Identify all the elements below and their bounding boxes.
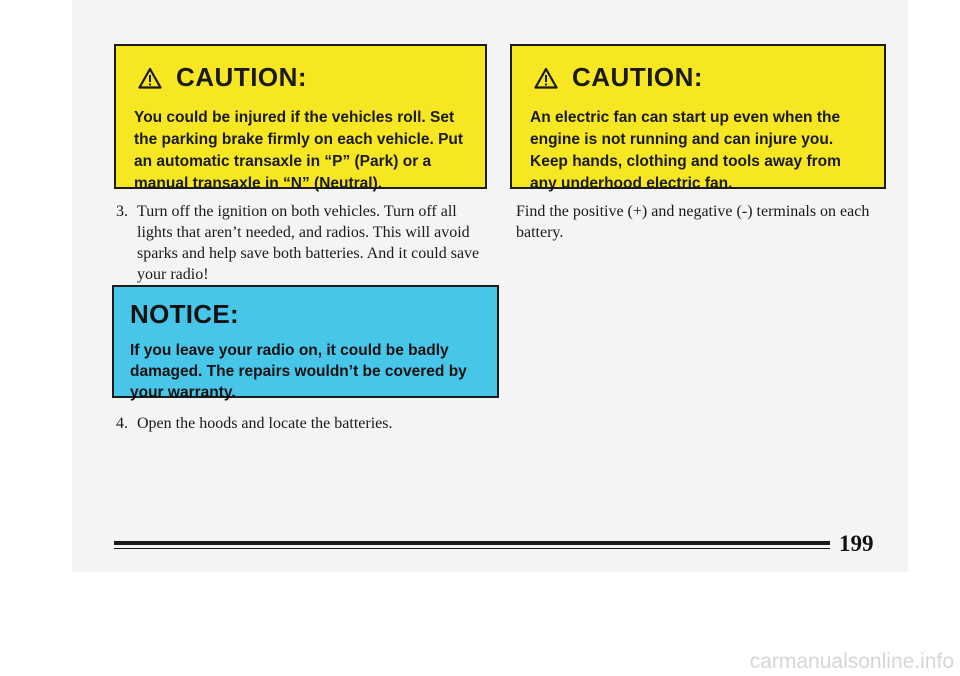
caution-body-text: You could be injured if the vehicles roll. Set the parking brake firmly on each vehicle. Put an automatic transaxle in “P” (Park) or a manual transaxle in “N” (Neutral). — [134, 109, 464, 192]
notice-title: NOTICE: — [130, 299, 239, 329]
terminals-paragraph: Find the positive (+) and negative (-) terminals on each battery. — [516, 203, 870, 241]
step-3 — [116, 201, 492, 285]
warning-triangle-icon — [534, 67, 558, 89]
notice-box-radio — [112, 285, 499, 401]
footer-rule — [114, 541, 830, 545]
step-number: 4. — [116, 415, 128, 432]
step-number: 3. — [116, 203, 128, 220]
footer-rule-thin — [114, 548, 830, 549]
warning-triangle-icon — [138, 67, 162, 89]
caution-title-text: CAUTION: — [176, 62, 308, 92]
step-text: Open the hoods and locate the batteries. — [137, 415, 393, 432]
caution-title — [530, 62, 866, 93]
caution-title-text: CAUTION: — [572, 62, 704, 92]
caution-box-rollaway — [114, 44, 487, 192]
notice-body-text: If you leave your radio on, it could be badly damaged. The repairs wouldn’t be covered by your warranty. — [130, 342, 467, 401]
caution-body-text: An electric fan can start up even when the engine is not running and can injure you. Keep hands, clothing and tools away from any underhood electric fan. — [530, 109, 841, 192]
caution-title — [134, 62, 467, 93]
watermark: carmanualsonline.info — [749, 650, 954, 673]
step-4 — [116, 413, 492, 434]
step-text: Turn off the ignition on both vehicles. Turn off all lights that aren’t needed, and radios. This will avoid sparks and help save both batteries. And it could save your radio! — [137, 203, 480, 283]
page-number: 199 — [839, 531, 874, 556]
caution-box-electric-fan — [510, 44, 886, 192]
